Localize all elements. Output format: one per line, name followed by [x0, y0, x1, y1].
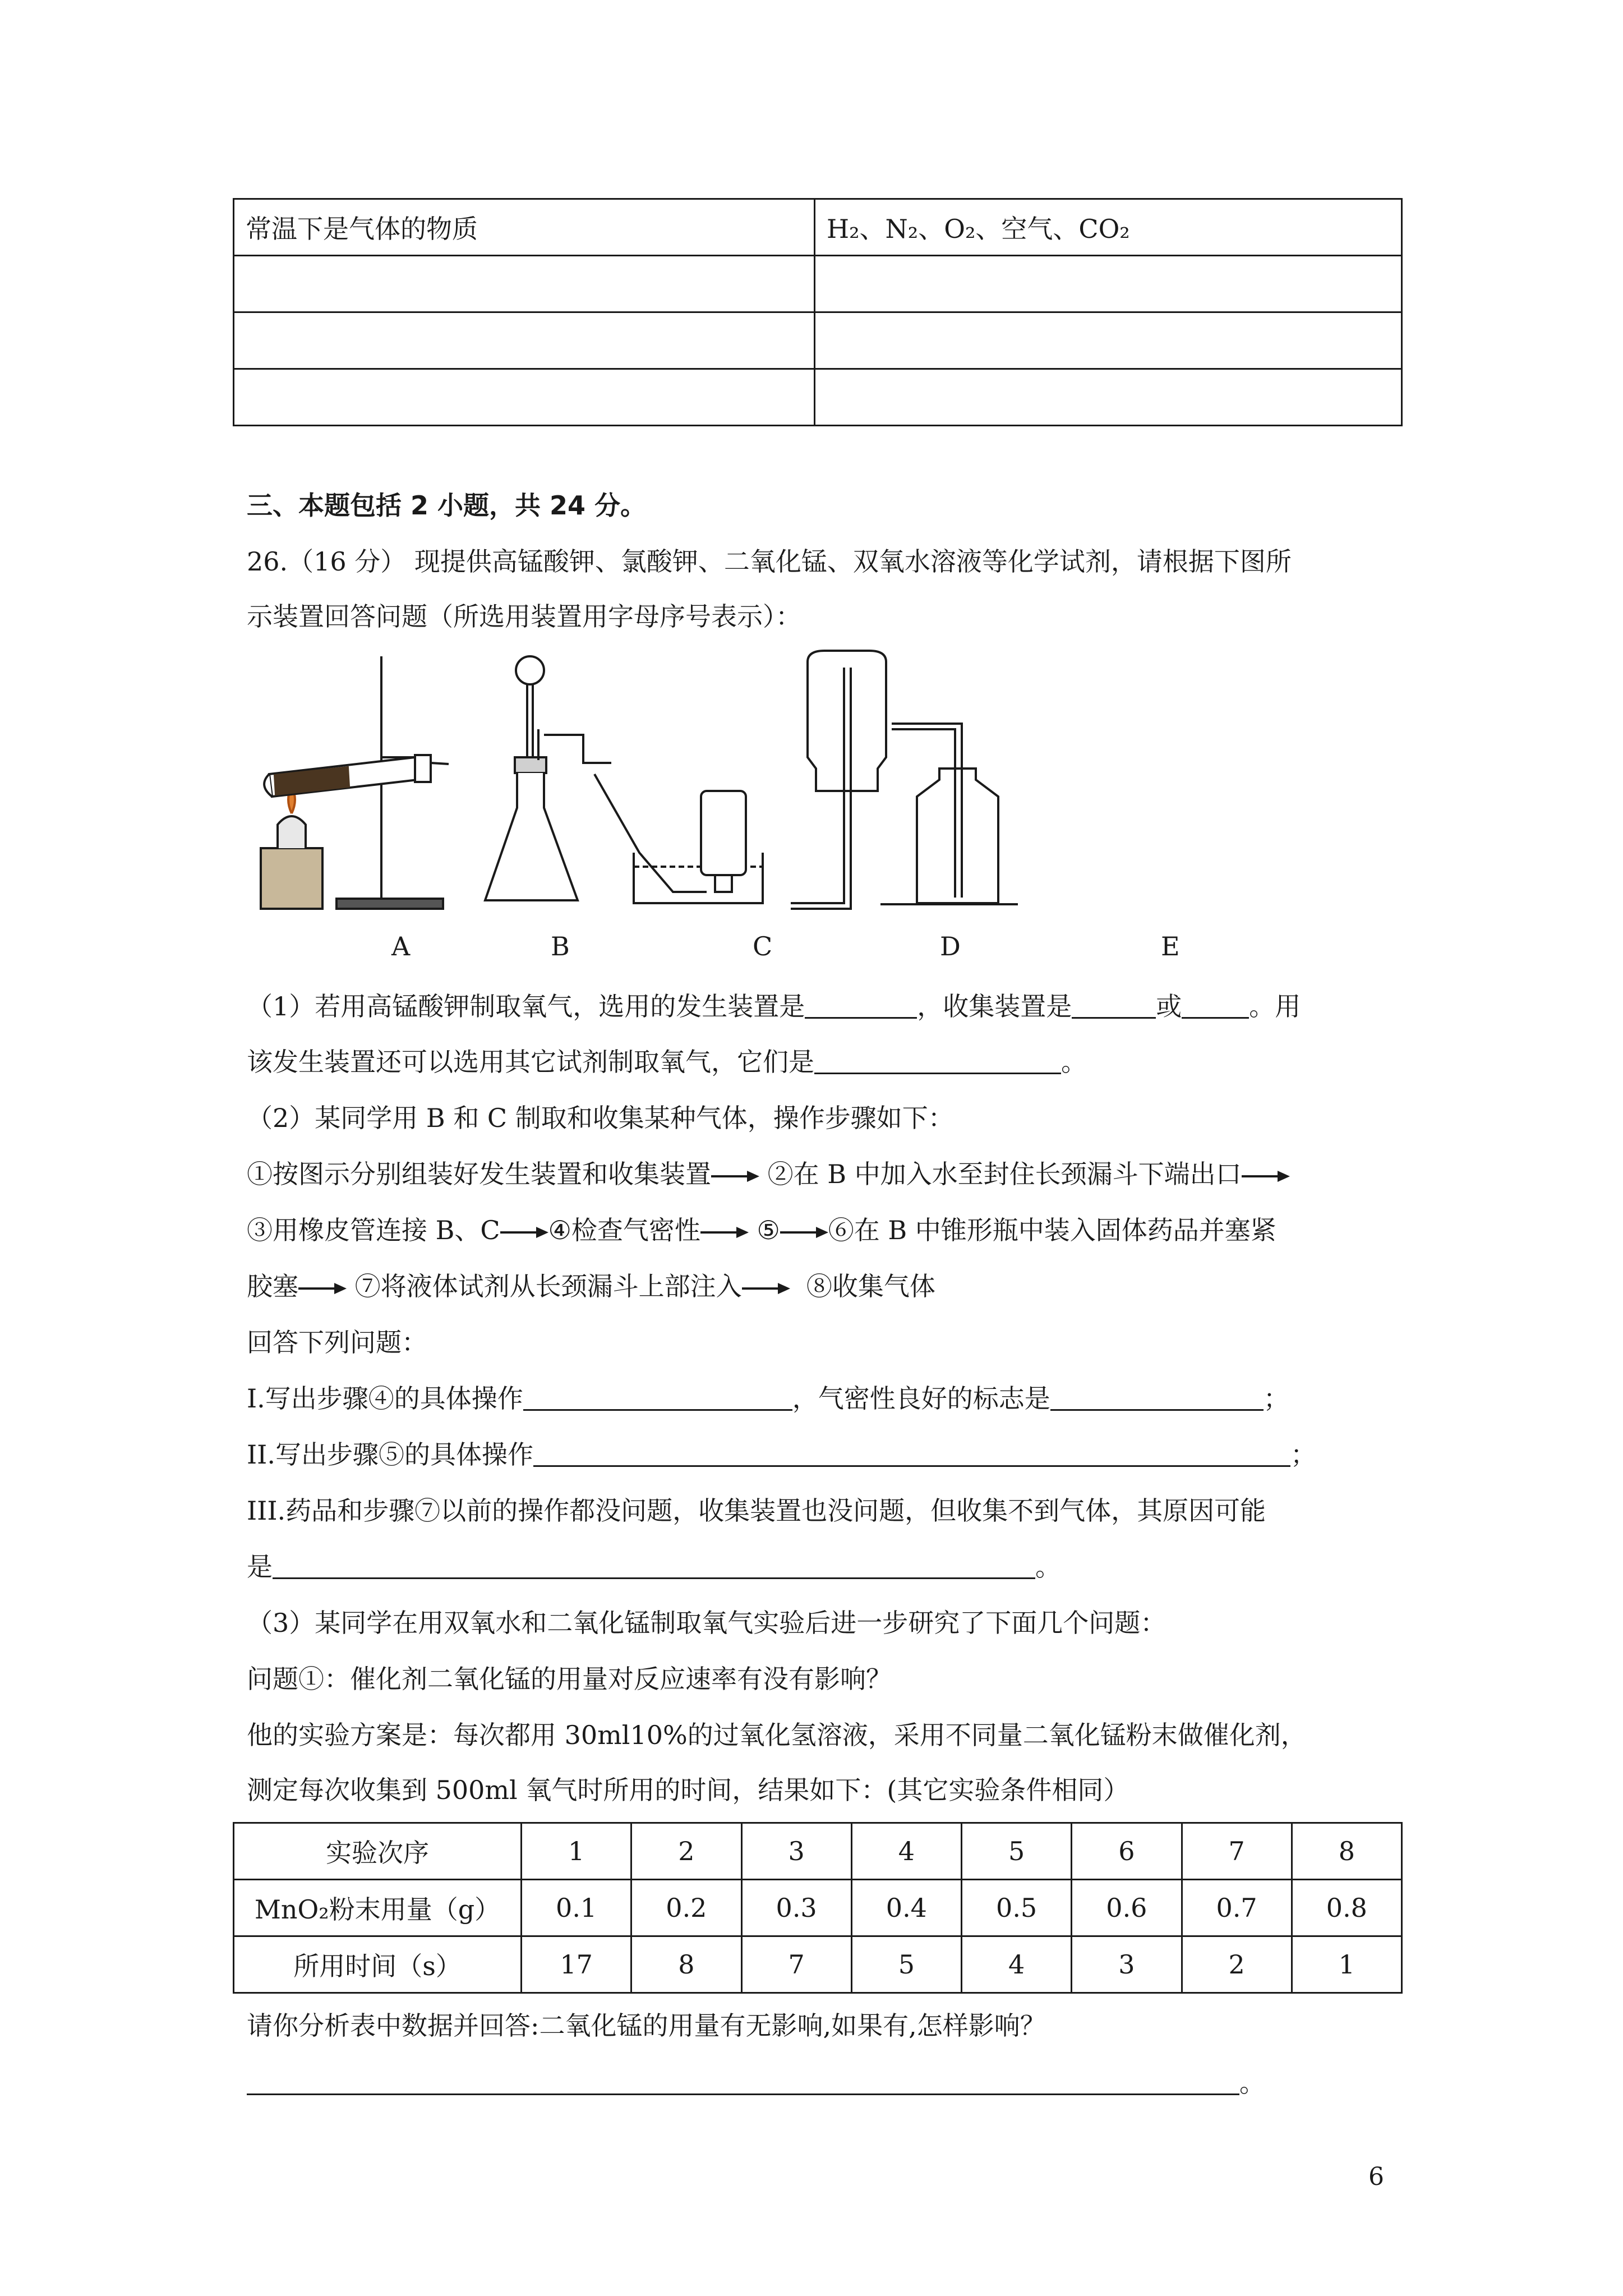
table-cell: 4: [962, 1936, 1072, 1993]
answer-prompt: 回答下列问题：: [247, 1327, 427, 1358]
final-answer-line: [247, 2065, 1265, 2100]
table-cell: 1: [1292, 1936, 1401, 1993]
table-cell: 0.8: [1292, 1880, 1401, 1936]
table-cell: 6: [1072, 1823, 1182, 1880]
label-d: D: [940, 931, 961, 961]
part1-line1: [247, 989, 1301, 1024]
table-cell: 8: [1292, 1823, 1401, 1880]
table-cell: 0.4: [851, 1880, 961, 1936]
table-cell: 0.5: [962, 1880, 1072, 1936]
table-cell: 1: [522, 1823, 631, 1880]
text: II.写出步骤⑤的具体操作: [247, 1439, 533, 1470]
experiment-results-table: [233, 1822, 1403, 1994]
step-text: ③用橡皮管连接 B、C: [247, 1215, 500, 1245]
table-cell: 0.6: [1072, 1880, 1182, 1936]
text: I.写出步骤④的具体操作: [247, 1383, 523, 1414]
arrow-icon: [742, 1283, 790, 1294]
analysis-question: 请你分析表中数据并回答:二氧化锰的用量有无影响,如果有,怎样影响？: [247, 2010, 1046, 2041]
table-cell: 0.3: [741, 1880, 851, 1936]
step-text: ②在 B 中加入水至封住长颈漏斗下端出口: [767, 1159, 1242, 1189]
text: 。: [1061, 1047, 1087, 1077]
section-heading: 三、本题包括 2 小题，共 24 分。: [247, 490, 647, 521]
table-cell: 2: [1182, 1936, 1292, 1993]
table-cell: [234, 369, 815, 426]
step-text: ④检查气密性: [548, 1215, 700, 1245]
label-e: E: [1161, 931, 1180, 961]
text: ；: [1263, 1383, 1289, 1414]
step-text: ①按图示分别组装好发生装置和收集装置: [247, 1159, 711, 1189]
text: 是: [247, 1552, 273, 1582]
table-cell: 7: [741, 1936, 851, 1993]
step-text: ⑦将液体试剂从长颈漏斗上部注入: [354, 1271, 742, 1301]
answer-blank[interactable]: [805, 990, 917, 1019]
row-header: MnO₂粉末用量（g）: [234, 1880, 522, 1936]
table-cell: 0.7: [1182, 1880, 1292, 1936]
answer-blank[interactable]: [533, 1438, 1290, 1467]
arrow-icon: [700, 1227, 749, 1238]
question-text: 示装置回答问题（所选用装置用字母序号表示）：: [247, 601, 801, 632]
row-header: 实验次序: [234, 1823, 522, 1880]
plan-line1: 他的实验方案是：每次都用 30ml10%的过氧化氢溶液，采用不同量二氧化锰粉末做催化剂，: [247, 1720, 1307, 1750]
table-row: [234, 256, 1402, 312]
table-cell: 3: [741, 1823, 851, 1880]
table-cell: 7: [1182, 1823, 1292, 1880]
table-cell: 8: [631, 1936, 741, 1993]
table-row: [234, 1936, 1402, 1993]
table-cell: [234, 256, 815, 312]
table-cell: 3: [1072, 1936, 1182, 1993]
steps-line3: [247, 1269, 935, 1304]
page-number: 6: [1368, 2162, 1384, 2191]
step-text: ⑥在 B 中锥形瓶中装入固体药品并塞紧: [828, 1215, 1276, 1245]
table-cell: [815, 256, 1402, 312]
label-c: C: [753, 931, 773, 961]
table-row: [234, 199, 1402, 256]
steps-line2: [247, 1213, 1276, 1248]
table-cell: [815, 312, 1402, 369]
part2-intro: （2）某同学用 B 和 C 制取和收集某种气体，操作步骤如下：: [247, 1103, 954, 1133]
table-cell: 5: [962, 1823, 1072, 1880]
text: 该发生装置还可以选用其它试剂制取氧气，它们是: [247, 1047, 814, 1077]
lab-apparatus-figure: [247, 645, 1234, 920]
text: 。: [1239, 2068, 1265, 2098]
question-iii-line1: III.药品和步骤⑦以前的操作都没问题，收集装置也没问题，但收集不到气体，其原因可能: [247, 1496, 1266, 1526]
apparatus-b: [485, 656, 611, 900]
table-cell: H₂、N₂、O₂、空气、CO₂: [815, 199, 1402, 256]
text: ；: [1290, 1439, 1316, 1470]
table-cell: [815, 369, 1402, 426]
answer-blank[interactable]: [1182, 990, 1249, 1019]
text: （1）若用高锰酸钾制取氧气，选用的发生装置是: [247, 991, 805, 1022]
arrow-icon: [711, 1171, 759, 1182]
question-iii-line2: [247, 1549, 1061, 1584]
text: ，收集装置是: [917, 991, 1072, 1022]
label-a: A: [391, 931, 411, 961]
apparatus-c: [594, 774, 763, 903]
table-row: [234, 312, 1402, 369]
answer-blank[interactable]: [247, 2067, 1239, 2095]
arrow-icon: [298, 1283, 347, 1294]
table-cell: 5: [851, 1936, 961, 1993]
table-cell: 0.1: [522, 1880, 631, 1936]
table-row: [234, 1880, 1402, 1936]
table-cell: 17: [522, 1936, 631, 1993]
text: 。用: [1249, 991, 1301, 1022]
table-row: [234, 1823, 1402, 1880]
table-row: [234, 369, 1402, 426]
table-cell: 2: [631, 1823, 741, 1880]
question-ii: [247, 1437, 1316, 1472]
steps-line1: [247, 1157, 1290, 1191]
question-1: 问题①：催化剂二氧化锰的用量对反应速率有没有影响？: [247, 1664, 892, 1694]
answer-blank[interactable]: [523, 1382, 792, 1411]
question-text: 26.（16 分） 现提供高锰酸钾、氯酸钾、二氧化锰、双氧水溶液等化学试剂，请根据下图所: [247, 546, 1292, 577]
text: ，气密性良好的标志是: [792, 1383, 1050, 1414]
apparatus-a: [261, 656, 449, 909]
plan-line2: 测定每次收集到 500ml 氧气时所用的时间，结果如下：(其它实验条件相同）: [247, 1775, 1129, 1805]
answer-blank[interactable]: [273, 1550, 1035, 1579]
row-header: 所用时间（s）: [234, 1936, 522, 1993]
step-text: ⑧收集气体: [806, 1271, 935, 1301]
table-cell: 常温下是气体的物质: [234, 199, 815, 256]
table-cell: [234, 312, 815, 369]
table-cell: 0.2: [631, 1880, 741, 1936]
arrow-icon: [1242, 1171, 1290, 1182]
step-text: ⑤: [757, 1215, 780, 1245]
question-i: [247, 1381, 1289, 1416]
text: 。: [1035, 1552, 1061, 1582]
arrow-icon: [500, 1227, 548, 1238]
part3-intro: （3）某同学在用双氧水和二氧化锰制取氧气实验后进一步研究了下面几个问题：: [247, 1608, 1166, 1638]
text: 或: [1156, 991, 1182, 1022]
answer-blank[interactable]: [1050, 1382, 1264, 1411]
answer-blank[interactable]: [814, 1046, 1061, 1074]
answer-blank[interactable]: [1072, 990, 1156, 1019]
apparatus-d: [791, 651, 886, 909]
gas-classification-table: [233, 198, 1403, 426]
apparatus-e: [880, 724, 1018, 904]
arrow-icon: [780, 1227, 828, 1238]
part1-line2: [247, 1045, 1087, 1079]
step-text: 胶塞: [247, 1271, 298, 1301]
label-b: B: [551, 931, 570, 961]
table-cell: 4: [851, 1823, 961, 1880]
